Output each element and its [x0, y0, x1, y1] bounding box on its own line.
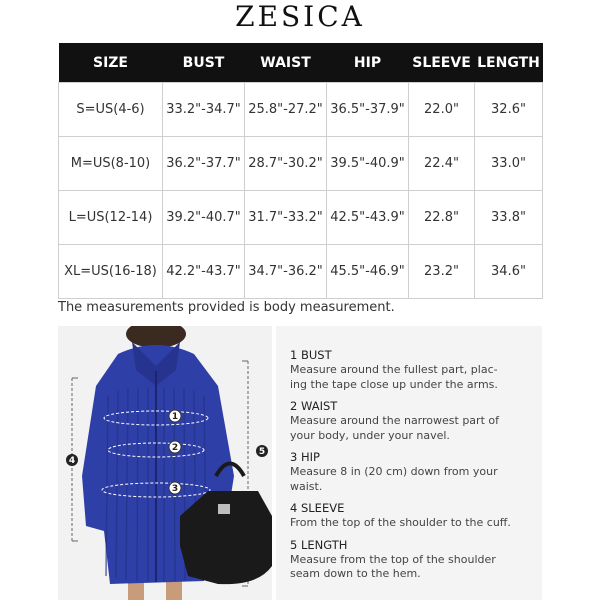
cell-bust: 36.2"-37.7" — [163, 137, 245, 191]
table-row — [59, 83, 543, 137]
cell-length: 34.6" — [475, 245, 543, 299]
cell-hip: 45.5"-46.9" — [327, 245, 409, 299]
guide-item-length — [290, 538, 534, 582]
guide-item-waist — [290, 399, 534, 443]
guide-desc-line: From the top of the shoulder to the cuff. — [290, 516, 511, 529]
table-row — [59, 191, 543, 245]
guide-title: 3 HIP — [290, 450, 320, 464]
brand-logo: ZESICA — [235, 0, 365, 33]
cell-bust: 33.2"-34.7" — [163, 83, 245, 137]
header-sleeve: SLEEVE — [409, 43, 475, 83]
guide-desc-line: Measure around the narrowest part of — [290, 414, 499, 427]
guide-desc-line: Measure 8 in (20 cm) down from your — [290, 465, 498, 478]
cell-sleeve: 22.4" — [409, 137, 475, 191]
cell-waist: 25.8"-27.2" — [245, 83, 327, 137]
guide-title: 4 SLEEVE — [290, 501, 345, 515]
model-illustration — [58, 326, 272, 600]
table-row — [59, 245, 543, 299]
table-row — [59, 137, 543, 191]
cell-sleeve: 23.2" — [409, 245, 475, 299]
cell-bust: 39.2"-40.7" — [163, 191, 245, 245]
measurement-guide — [276, 326, 542, 600]
cell-sleeve: 22.8" — [409, 191, 475, 245]
cell-hip: 36.5"-37.9" — [327, 83, 409, 137]
model-photo — [58, 326, 272, 600]
cell-size: L=US(12-14) — [59, 191, 163, 245]
cell-length: 33.0" — [475, 137, 543, 191]
guide-item-hip — [290, 450, 534, 494]
size-chart-table — [58, 43, 543, 299]
marker-4: 4 — [68, 456, 76, 466]
cell-length: 33.8" — [475, 191, 543, 245]
guide-title: 5 LENGTH — [290, 537, 348, 552]
cell-hip: 42.5"-43.9" — [327, 191, 409, 245]
guide-desc-line: waist. — [290, 479, 323, 493]
guide-desc-line: Measure from the top of the shoulder — [290, 552, 496, 566]
measurement-note: The measurements provided is body measurement. — [58, 300, 395, 315]
guide-desc-line: Measure around the fullest part, plac- — [290, 363, 498, 376]
header-length: LENGTH — [475, 43, 543, 83]
guide-title: 2 WAIST — [290, 399, 338, 413]
cell-waist: 34.7"-36.2" — [245, 245, 327, 299]
cell-size: XL=US(16-18) — [59, 245, 163, 299]
marker-2: 2 — [171, 443, 179, 453]
guide-desc-line: ing the tape close up under the arms. — [290, 377, 498, 391]
guide-desc-line: your body, under your navel. — [290, 428, 450, 442]
header-size: SIZE — [59, 43, 163, 83]
marker-3: 3 — [171, 484, 179, 494]
marker-5: 5 — [258, 447, 266, 457]
guide-title: 1 BUST — [290, 348, 332, 362]
cell-size: S=US(4-6) — [59, 83, 163, 137]
header-bust: BUST — [163, 43, 245, 83]
cell-size: M=US(8-10) — [59, 137, 163, 191]
marker-1: 1 — [171, 412, 179, 422]
guide-desc-line: seam down to the hem. — [290, 567, 421, 580]
cell-length: 32.6" — [475, 83, 543, 137]
cell-waist: 31.7"-33.2" — [245, 191, 327, 245]
cell-waist: 28.7"-30.2" — [245, 137, 327, 191]
table-header-row — [59, 43, 543, 83]
cell-sleeve: 22.0" — [409, 83, 475, 137]
header-waist: WAIST — [245, 43, 327, 83]
cell-hip: 39.5"-40.9" — [327, 137, 409, 191]
cell-bust: 42.2"-43.7" — [163, 245, 245, 299]
guide-item-sleeve — [290, 501, 534, 531]
guide-item-bust — [290, 348, 534, 392]
header-hip: HIP — [327, 43, 409, 83]
